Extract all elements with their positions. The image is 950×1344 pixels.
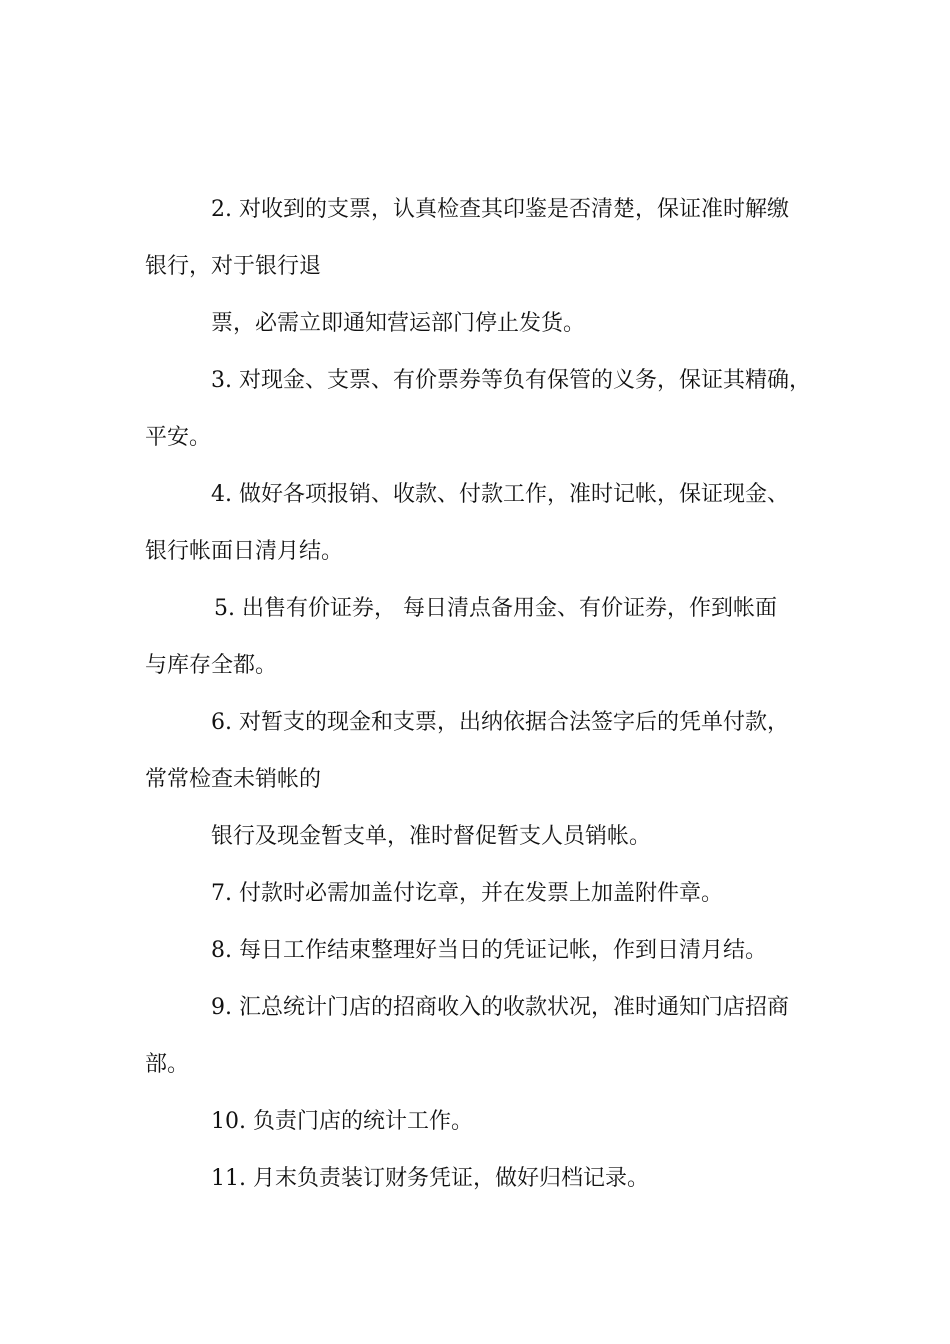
paragraph-10-line-1: 10. 负责门店的统计工作。 (211, 1109, 473, 1134)
paragraph-6-line-3: 银行及现金暂支单，准时督促暂支人员销帐。 (211, 824, 652, 849)
paragraph-5-line-1: 5. 出售有价证券， 每日清点备用金、有价证券，作到帐面 (214, 596, 777, 621)
paragraph-9-line-2: 部。 (145, 1052, 190, 1077)
paragraph-9-line-1: 9. 汇总统计门店的招商收入的收款状况，准时通知门店招商 (211, 995, 789, 1020)
paragraph-2-line-2: 银行，对于银行退 (145, 254, 322, 279)
paragraph-6-line-2: 常常检查未销帐的 (145, 767, 322, 792)
paragraph-2-line-3: 票，必需立即通知营运部门停止发货。 (211, 311, 586, 336)
paragraph-2-line-1: 2. 对收到的支票，认真检查其印鉴是否清楚，保证准时解缴 (211, 197, 789, 222)
paragraph-7-line-1: 7. 付款时必需加盖付讫章，并在发票上加盖附件章。 (211, 881, 723, 906)
paragraph-3-line-2: 平安。 (145, 425, 212, 450)
paragraph-4-line-2: 银行帐面日清月结。 (145, 539, 344, 564)
paragraph-3-line-1: 3. 对现金、支票、有价票券等负有保管的义务，保证其精确， (211, 368, 811, 393)
paragraph-4-line-1: 4. 做好各项报销、收款、付款工作，准时记帐，保证现金、 (211, 482, 789, 507)
paragraph-5-line-2: 与库存全都。 (145, 653, 278, 678)
paragraph-11-line-1: 11. 月末负责装订财务凭证，做好归档记录。 (211, 1166, 649, 1191)
paragraph-6-line-1: 6. 对暂支的现金和支票，出纳依据合法签字后的凭单付款， (211, 710, 789, 735)
paragraph-8-line-1: 8. 每日工作结束整理好当日的凭证记帐，作到日清月结。 (211, 938, 767, 963)
